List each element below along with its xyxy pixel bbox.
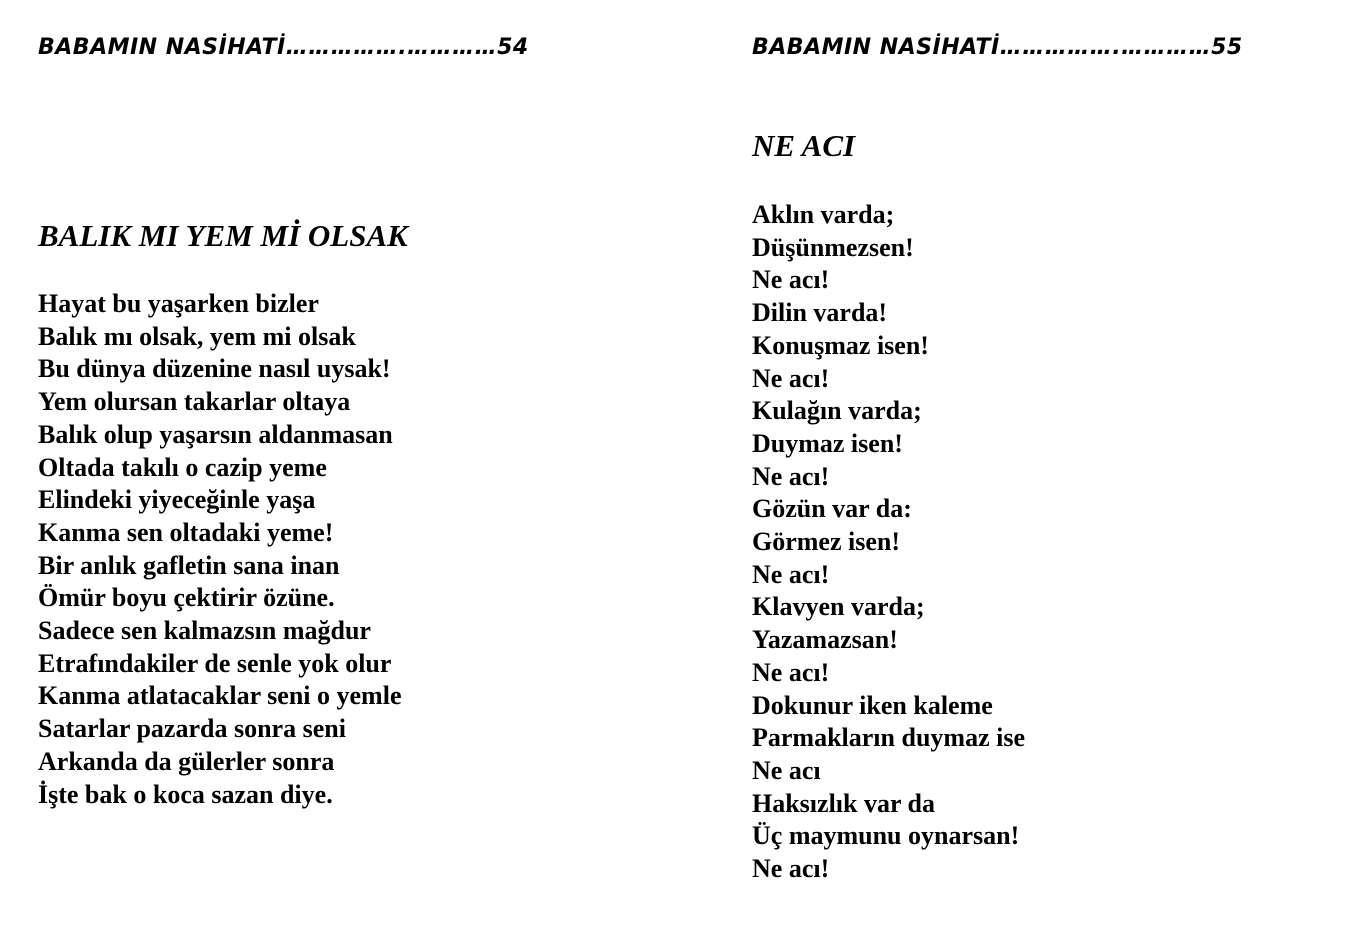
poem-line: Görmez isen! — [752, 527, 901, 557]
poem-line: Ömür boyu çektirir özüne. — [38, 583, 335, 613]
poem-line: Satarlar pazarda sonra seni — [38, 714, 346, 744]
poem-line: Üç maymunu oynarsan! — [752, 821, 1020, 851]
poem-line: Dokunur iken kaleme — [752, 690, 993, 720]
right-poem-body — [752, 199, 1025, 886]
poem-line: Balık olup yaşarsın aldanmasan — [38, 419, 393, 449]
poem-line: Düşünmezsen! — [752, 232, 914, 262]
poem-line: Gözün var da: — [752, 494, 912, 524]
poem-line: Bu dünya düzenine nasıl uysak! — [38, 354, 391, 384]
poem-line: Haksızlık var da — [752, 788, 936, 818]
right-page-header: BABAMIN NASİHATİ…………….…………55 — [752, 35, 1243, 60]
right-poem-title: NE ACI — [752, 128, 856, 163]
poem-line: Elindeki yiyeceğinle yaşa — [38, 485, 316, 515]
poem-line: Ne acı! — [752, 363, 830, 393]
poem-line: Kulağın varda; — [752, 396, 922, 426]
poem-line: Ne acı! — [752, 854, 830, 884]
poem-line: Dilin varda! — [752, 298, 888, 328]
poem-line: Konuşmaz isen! — [752, 330, 929, 360]
poem-line: Oltada takılı o cazip yeme — [38, 452, 327, 482]
poem-line: Arkanda da gülerler sonra — [38, 746, 335, 776]
left-page-header: BABAMIN NASİHATİ…………….…………54 — [38, 35, 529, 60]
poem-line: Parmakların duymaz ise — [752, 723, 1025, 753]
poem-line: Bir anlık gafletin sana inan — [38, 550, 340, 580]
poem-line: Sadece sen kalmazsın mağdur — [38, 616, 371, 646]
poem-line: Yem olursan takarlar oltaya — [38, 387, 351, 417]
poem-line: Yazamazsan! — [752, 625, 898, 655]
poem-line: Hayat bu yaşarken bizler — [38, 289, 319, 318]
poem-line: İşte bak o koca sazan diye. — [38, 779, 333, 809]
poem-line: Balık mı olsak, yem mi olsak — [38, 321, 356, 351]
left-poem-title: BALIK MI YEM Mİ OLSAK — [38, 218, 408, 253]
poem-line: Klavyen varda; — [752, 592, 925, 622]
poem-line: Duymaz isen! — [752, 428, 903, 458]
poem-line: Ne acı! — [752, 559, 830, 589]
poem-line: Aklın varda; — [752, 200, 895, 229]
poem-line: Ne acı — [752, 755, 821, 785]
poem-line: Ne acı! — [752, 265, 830, 295]
poem-line: Kanma sen oltadaki yeme! — [38, 517, 334, 547]
poem-line: Kanma atlatacaklar seni o yemle — [38, 681, 402, 711]
right-page — [680, 0, 1359, 952]
poem-line: Ne acı! — [752, 461, 830, 491]
poem-line: Etrafındakiler de senle yok olur — [38, 648, 392, 678]
poem-line: Ne acı! — [752, 657, 830, 687]
left-poem-body — [38, 288, 401, 811]
